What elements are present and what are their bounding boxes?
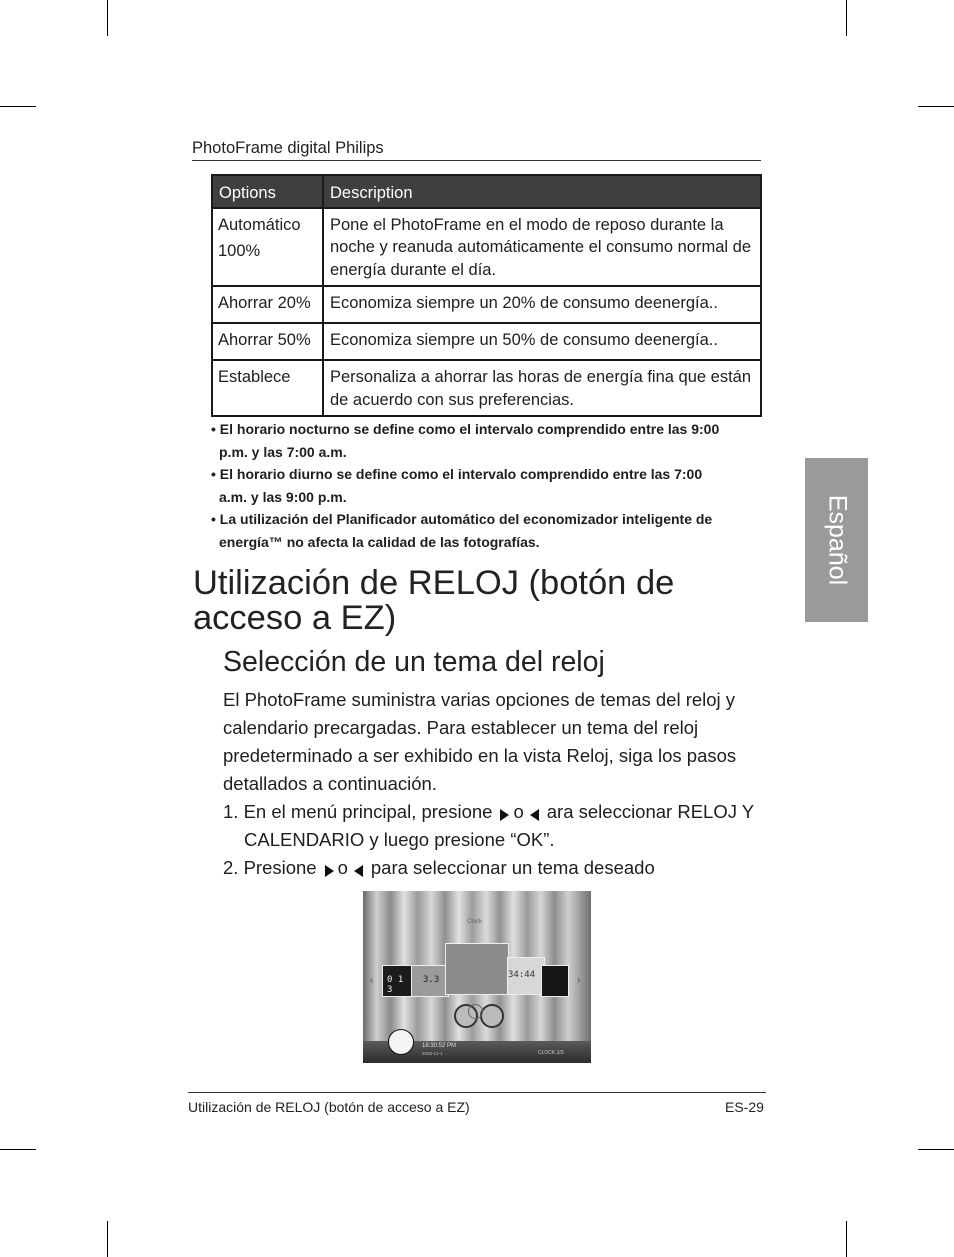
clock-theme-tile (382, 965, 414, 997)
note-item: • El horario nocturno se define como el intervalo comprendido entre las 9:00 p.m. y las 7:00 a.m. (211, 421, 720, 460)
step-text: para seleccionar un tema deseado (370, 857, 655, 878)
step-text: Presione (243, 857, 317, 878)
crop-mark (918, 106, 954, 107)
table-row (212, 208, 761, 287)
notes-list (211, 418, 731, 553)
step-number: 2. (223, 857, 239, 878)
description-cell: Personaliza a ahorrar las horas de energía fina que están de acuerdo con sus preferencias. (323, 360, 761, 416)
screenshot-bottom-label: CLOCK 2/3 (538, 1050, 564, 1056)
option-cell: Establece (212, 360, 323, 416)
screenshot-date: 2006-12-1 (422, 1051, 443, 1056)
right-arrow-icon (325, 865, 334, 877)
crop-mark (107, 0, 108, 36)
screenshot-time: 18:30:52 PM (422, 1043, 457, 1049)
intro-paragraph: El PhotoFrame suministra varias opciones de temas del reloj y calendario precargadas. Para establecer un tema del reloj predeterminado a ser exhibido en la vista Reloj, siga los pasos detallados a continuación. (223, 689, 737, 794)
step-text: En el menú principal, presione (243, 801, 493, 822)
language-tab-label: Español (823, 494, 851, 586)
crop-mark (0, 1149, 36, 1150)
play-icon (468, 1004, 483, 1019)
description-cell: Pone el PhotoFrame en el modo de reposo durante la noche y reanuda automáticamente el consumo normal de energía durante el día. (323, 208, 761, 287)
step-2 (223, 854, 763, 882)
clock-theme-screenshot (363, 891, 591, 1063)
tile-digits: 3.3 (423, 975, 440, 985)
section-subtitle: Selección de un tema del reloj (223, 646, 605, 678)
clock-theme-tile-selected (445, 943, 509, 995)
footer-rule (188, 1092, 766, 1093)
option-label-percent: 100% (218, 242, 261, 260)
option-cell: Ahorrar 20% (212, 286, 323, 323)
step-text: ara seleccionar RELOJ Y CALENDARIO y luego presione “OK”. (244, 801, 754, 850)
instructions (223, 686, 763, 882)
option-label: Automático (218, 215, 301, 234)
option-cell: Ahorrar 50% (212, 323, 323, 360)
chevron-right-icon: › (577, 975, 581, 986)
screenshot-header-label: Clock (467, 919, 483, 925)
step-number: 1. (223, 801, 239, 822)
option-cell (212, 208, 323, 287)
table-header-row (212, 175, 761, 208)
options-table (211, 174, 762, 417)
table-row (212, 286, 761, 323)
crop-mark (918, 1149, 954, 1150)
note-item: • La utilización del Planificador automático del economizador inteligente de energía™ no afecta la calidad de las fotografías. (211, 511, 713, 550)
gear-icon (480, 1004, 504, 1028)
clock-theme-tile (411, 965, 449, 997)
column-header-options: Options (212, 175, 323, 208)
running-head: PhotoFrame digital Philips (192, 139, 384, 157)
footer-title: Utilización de RELOJ (botón de acceso a EZ) (188, 1099, 470, 1115)
left-arrow-icon (354, 865, 363, 877)
analog-clock-icon (388, 1029, 414, 1055)
left-arrow-icon (530, 809, 539, 821)
tile-digits: 0 1 3 (387, 975, 404, 995)
crop-mark (846, 1221, 847, 1257)
description-cell: Economiza siempre un 50% de consumo deenergía.. (323, 323, 761, 360)
chevron-left-icon: ‹ (370, 975, 374, 986)
crop-mark (846, 0, 847, 36)
crop-mark (107, 1221, 108, 1257)
header-rule (192, 160, 761, 161)
crop-mark (0, 106, 36, 107)
clock-theme-tile (541, 965, 569, 997)
language-tab (805, 458, 868, 622)
step-text: o (513, 801, 524, 822)
table-row (212, 323, 761, 360)
tile-digits: 34:44 (508, 970, 536, 980)
page-number: ES-29 (725, 1099, 764, 1115)
clock-theme-tile (507, 957, 545, 995)
step-1 (223, 798, 763, 854)
right-arrow-icon (500, 809, 509, 821)
step-text: o (337, 857, 348, 878)
section-title: Utilización de RELOJ (botón de acceso a EZ) (193, 564, 675, 637)
note-item: • El horario diurno se define como el intervalo comprendido entre las 7:00 a.m. y las 9:00 p.m. (211, 466, 703, 505)
description-cell: Economiza siempre un 20% de consumo deenergía.. (323, 286, 761, 323)
column-header-description: Description (323, 175, 761, 208)
table-row (212, 360, 761, 416)
